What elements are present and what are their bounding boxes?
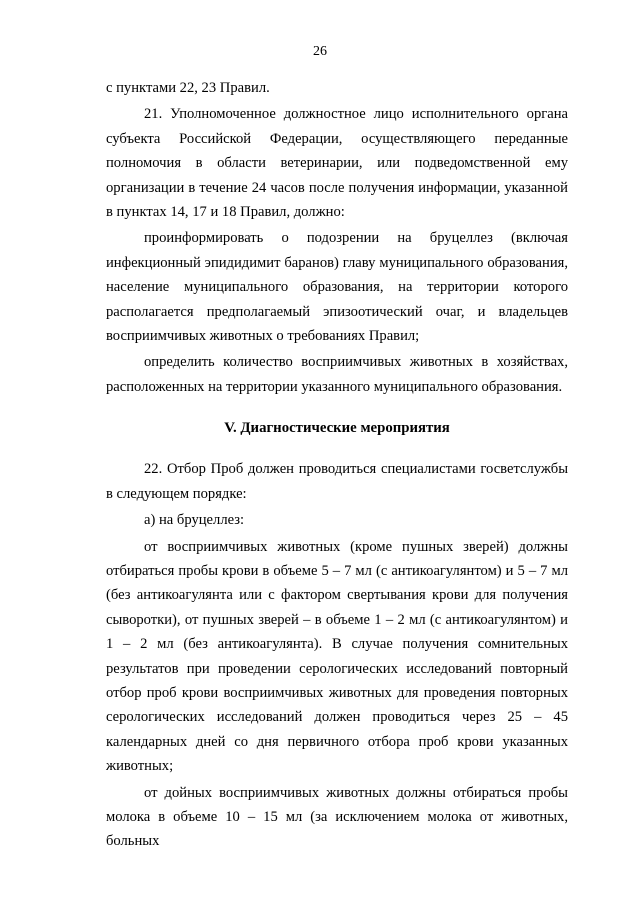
paragraph-blood-samples: от восприимчивых животных (кроме пушных зверей) должны отбираться пробы крови в объеме 5 – 7 мл (с антикоагулянтом) и 5 – 7 мл (без антикоагулянта или с фактором свертывания крови для получения сыворотки), от пушных зверей – в объеме 1 – 2 мл (с антикоагулянтом) и 1 – 2 мл (без антикоагулянта). В случае получения сомнительных результатов при проведении серологических исследований повторный отбор проб крови восприимчивых животных для проведения повторных серологических исследований должен проводиться через 25 – 45 календарных дней со дня первичного отбора проб крови указанных животных;: [106, 538, 568, 775]
paragraph-brucellosis: а) на бруцеллез:: [144, 512, 245, 529]
paragraph-item-22: 22. Отбор Проб должен проводиться специалистами госветслужбы в следующем порядке:: [106, 461, 568, 502]
paragraph-inform: проинформировать о подозрении на бруцеллез (включая инфекционный эпидидимит баранов) главу муниципального образования, население муниципального образования, на территории которого располагается предполагаемый эпизоотический очаг, и владельцев восприимчивых животных о требованиях Правил;: [106, 230, 568, 345]
document-body: [106, 76, 568, 854]
paragraph-milk-samples: от дойных восприимчивых животных должны отбираться пробы молока в объеме 10 – 15 мл (за исключением молока от животных, больных: [106, 784, 568, 850]
paragraph-determine: определить количество восприимчивых животных в хозяйствах, расположенных на территории указанного муниципального образования.: [106, 354, 568, 395]
paragraph-item-21: 21. Уполномоченное должностное лицо исполнительного органа субъекта Российской Федерации, осуществляющего переданные полномочия в области ветеринарии, или подведомственной ему организации в течение 24 часов после получения информации, указанной в пунктах 14, 17 и 18 Правил, должно:: [106, 106, 568, 221]
section-heading: V. Диагностические мероприятия: [224, 420, 450, 437]
page-number: 26: [313, 44, 327, 59]
paragraph-continuation: с пунктами 22, 23 Правил.: [106, 80, 270, 96]
